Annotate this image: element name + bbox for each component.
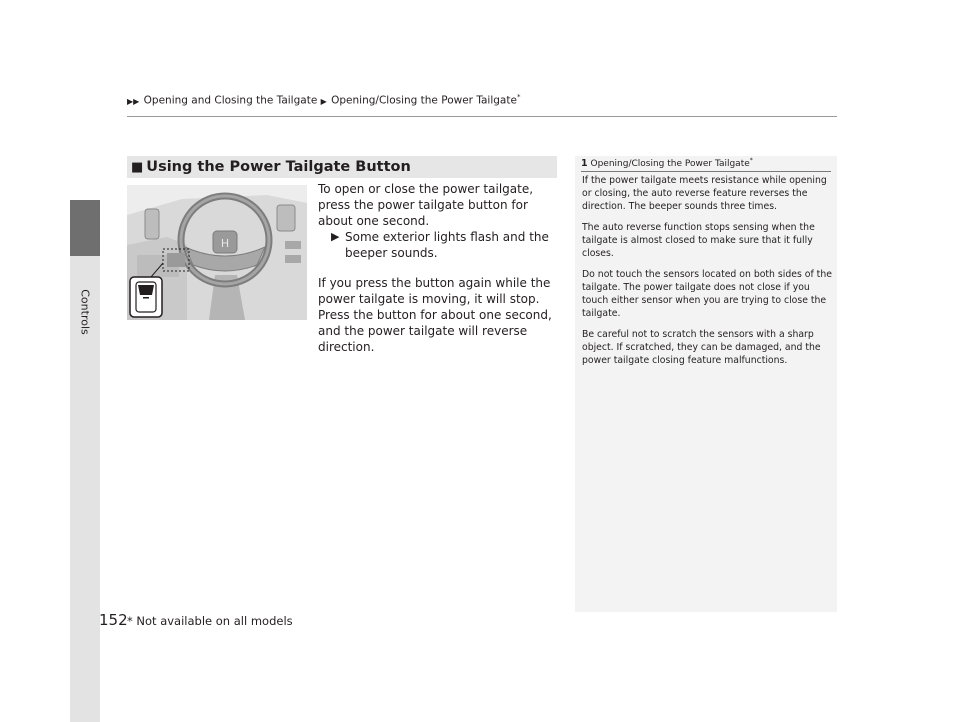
note-number: 1	[581, 158, 588, 169]
note-title-text: Opening/Closing the Power Tailgate	[590, 159, 750, 169]
footnote: * Not available on all models	[127, 614, 293, 628]
dashboard-illustration	[127, 185, 307, 320]
sub-point-text: Some exterior lights flash and the beeper sounds.	[345, 230, 549, 260]
note-paragraph: If the power tailgate meets resistance while opening or closing, the auto reverse feature reverses the direction. The beeper sounds three times.	[582, 175, 827, 212]
result-arrow-icon: ▶	[331, 230, 340, 243]
note-divider	[581, 171, 831, 172]
note-text	[582, 174, 832, 375]
side-tab-marker	[70, 200, 100, 256]
svg-text:H: H	[220, 237, 230, 250]
section-heading-text: Using the Power Tailgate Button	[146, 159, 411, 175]
page-number: 152	[99, 611, 128, 629]
breadcrumb-asterisk: *	[516, 93, 521, 101]
note-asterisk: *	[749, 157, 753, 164]
header-divider	[127, 116, 837, 117]
breadcrumb-arrow-icon: ▶	[320, 96, 327, 106]
section-heading	[127, 156, 557, 178]
body-paragraph: If you press the button again while the power tailgate is moving, it will stop.	[318, 276, 551, 306]
note-paragraph: Be careful not to scratch the sensors with a sharp object. If scratched, they can be damaged, and the power tailgate closing feature malfunctions.	[582, 329, 821, 366]
note-paragraph: Do not touch the sensors located on both sides of the tailgate. The power tailgate does not close if you touch either sensor when you are trying to close the tailgate.	[582, 269, 832, 319]
body-paragraph: To open or close the power tailgate, press the power tailgate button for about one second.	[318, 182, 534, 228]
breadcrumb	[127, 93, 520, 107]
sub-point	[318, 229, 563, 261]
breadcrumb-arrow-icon: ▶▶	[127, 96, 140, 106]
side-tab-label: Controls	[78, 289, 92, 335]
note-title	[581, 157, 753, 169]
body-text	[318, 181, 563, 355]
breadcrumb-item-1[interactable]: Opening and Closing the Tailgate	[143, 94, 318, 107]
breadcrumb-item-2[interactable]: Opening/Closing the Power Tailgate	[331, 94, 517, 107]
note-paragraph: The auto reverse function stops sensing when the tailgate is almost closed to make sure that it fully closes.	[582, 222, 815, 259]
section-square-icon: ■	[131, 160, 144, 175]
body-paragraph: Press the button for about one second, and the power tailgate will reverse direction.	[318, 308, 552, 354]
